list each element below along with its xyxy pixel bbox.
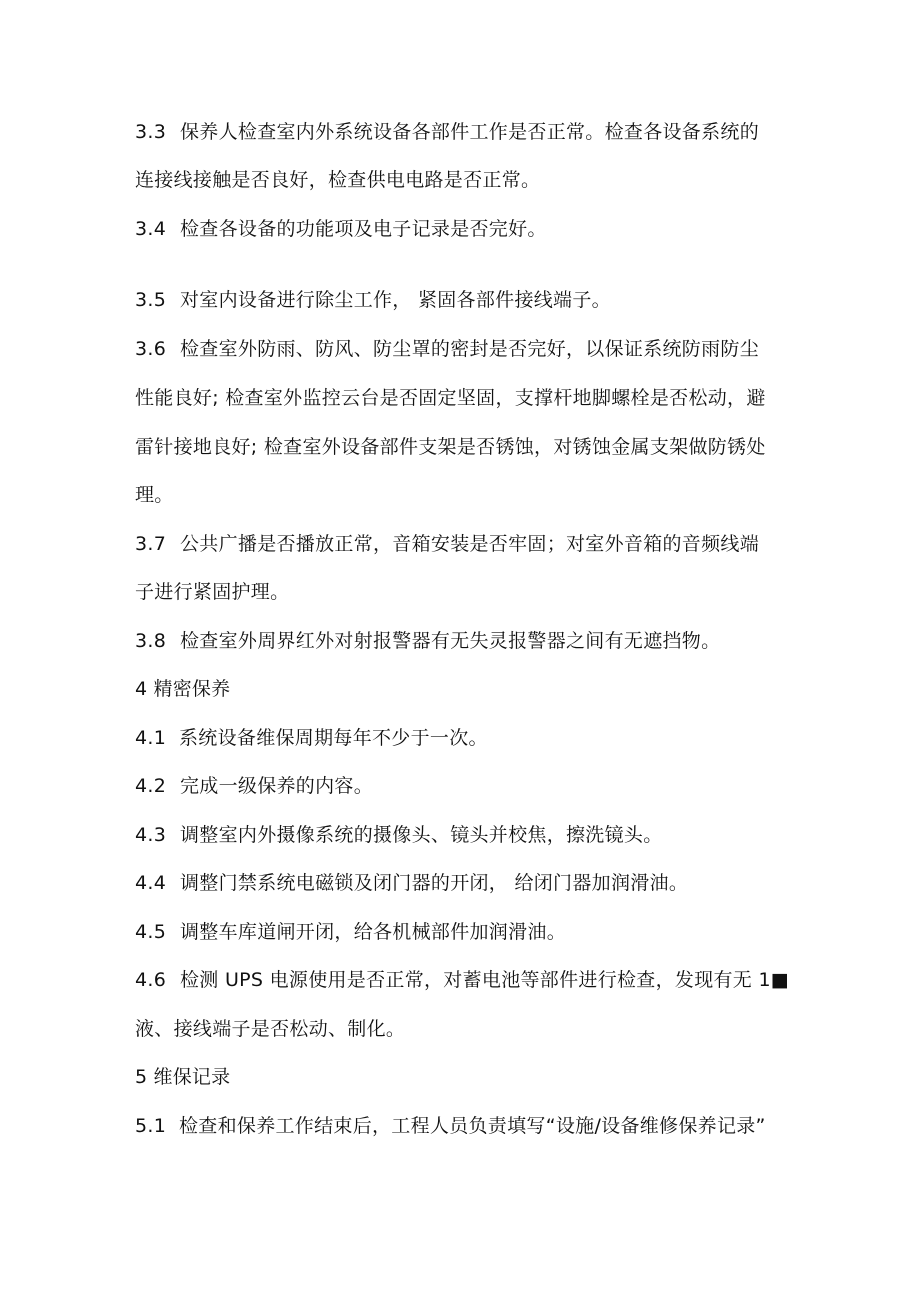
paragraph-4-6-line-1 bbox=[135, 967, 795, 993]
clause-text: 检查和保养工作结束后，工程人员负责填写“设施/设备维修保养记录” bbox=[179, 1115, 766, 1137]
paragraph-3-4 bbox=[135, 216, 795, 242]
section-4-heading bbox=[135, 676, 795, 702]
clause-text: 液、接线端子是否松动、制化。 bbox=[135, 1018, 406, 1040]
section-heading-text: 4 精密保养 bbox=[135, 678, 231, 700]
paragraph-4-2 bbox=[135, 773, 795, 799]
clause-text: 子进行紧固护理。 bbox=[135, 581, 290, 603]
paragraph-3-3-line-2 bbox=[135, 167, 795, 193]
clause-number: 4.1 bbox=[135, 727, 167, 749]
clause-number: 4.4 bbox=[135, 872, 167, 894]
clause-text: 性能良好; 检查室外监控云台是否固定坚固，支撑杆地脚螺栓是否松动，避 bbox=[135, 387, 766, 409]
paragraph-3-5 bbox=[135, 287, 795, 313]
clause-text: 调整室内外摄像系统的摄像头、镜头并校焦，擦洗镜头。 bbox=[180, 824, 663, 846]
clause-text: 公共广播是否播放正常，音箱安装是否牢固；对室外音箱的音频线端 bbox=[180, 533, 760, 555]
clause-text: 调整车库道闸开闭，给各机械部件加润滑油。 bbox=[180, 921, 567, 943]
clause-text: 检查室外周界红外对射报警器有无失灵报警器之间有无遮挡物。 bbox=[180, 630, 721, 652]
section-heading-text: 5 维保记录 bbox=[135, 1066, 231, 1088]
section-5-heading bbox=[135, 1064, 795, 1090]
clause-text: 检查各设备的功能项及电子记录是否完好。 bbox=[180, 218, 547, 240]
paragraph-3-6-line-3 bbox=[135, 434, 795, 460]
paragraph-4-3 bbox=[135, 822, 795, 848]
clause-text: 雷针接地良好; 检查室外设备部件支架是否锈蚀，对锈蚀金属支架做防锈处 bbox=[135, 436, 766, 458]
paragraph-4-5 bbox=[135, 919, 795, 945]
clause-number: 5.1 bbox=[135, 1115, 167, 1137]
clause-text: 检测 UPS 电源使用是否正常，对蓄电池等部件进行检查，发现有无 1■ bbox=[180, 969, 790, 991]
clause-text: 对室内设备进行除尘工作， 紧固各部件接线端子。 bbox=[180, 289, 611, 311]
clause-number: 4.5 bbox=[135, 921, 167, 943]
paragraph-3-7-line-2 bbox=[135, 579, 795, 605]
clause-number: 3.7 bbox=[135, 533, 167, 555]
clause-text: 完成一级保养的内容。 bbox=[180, 775, 374, 797]
clause-number: 3.8 bbox=[135, 630, 167, 652]
paragraph-3-6-line-4 bbox=[135, 482, 795, 508]
clause-text: 连接线接触是否良好，检查供电电路是否正常。 bbox=[135, 169, 541, 191]
paragraph-3-6-line-2 bbox=[135, 385, 795, 411]
paragraph-3-3-line-1 bbox=[135, 119, 795, 145]
clause-number: 4.2 bbox=[135, 775, 167, 797]
clause-text: 调整门禁系统电磁锁及闭门器的开闭， 给闭门器加润滑油。 bbox=[180, 872, 689, 894]
clause-text: 理。 bbox=[135, 484, 174, 506]
paragraph-3-8 bbox=[135, 628, 795, 654]
paragraph-5-1 bbox=[135, 1113, 795, 1139]
clause-number: 3.5 bbox=[135, 289, 167, 311]
paragraph-3-6-line-1 bbox=[135, 336, 795, 362]
paragraph-4-1 bbox=[135, 725, 795, 751]
clause-number: 3.6 bbox=[135, 338, 167, 360]
clause-number: 4.3 bbox=[135, 824, 167, 846]
clause-text: 检查室外防雨、防风、防尘罩的密封是否完好，以保证系统防雨防尘 bbox=[180, 338, 760, 360]
clause-number: 3.4 bbox=[135, 218, 167, 240]
clause-number: 3.3 bbox=[135, 121, 167, 143]
paragraph-3-7-line-1 bbox=[135, 531, 795, 557]
paragraph-4-4 bbox=[135, 870, 795, 896]
clause-text: 保养人检查室内外系统设备各部件工作是否正常。检查各设备系统的 bbox=[180, 121, 760, 143]
paragraph-4-6-line-2 bbox=[135, 1016, 795, 1042]
clause-text: 系统设备维保周期每年不少于一次。 bbox=[179, 727, 488, 749]
clause-number: 4.6 bbox=[135, 969, 167, 991]
